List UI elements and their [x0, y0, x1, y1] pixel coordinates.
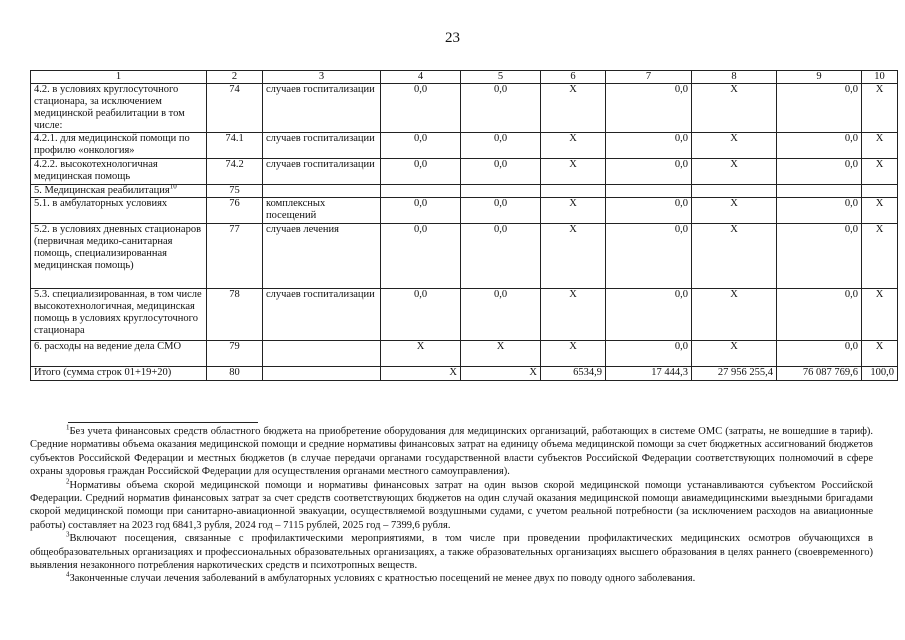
footnote-text: Без учета финансовых средств областного бюджета на приобретение оборудования для медицинских организаций, работающих в системе ОМС (затраты, не вошедшие в тариф). Средние нормативы объема оказания медицинской помощи и средние нормативы финансовых затрат на единицу объема медицинской помощи за счет бюджетных ассигнований бюджетов субъектов Российской Федерации и местных бюджетов (в случае передачи органами государственной власти субъектов Российской Федерации соответствующих полномочий в сфере охраны здоровья граждан Российской Федерации для осуществления органами местного самоуправления).: [30, 426, 873, 478]
value-cell-c4: 0,0: [381, 289, 461, 341]
row-code-cell: 76: [207, 198, 263, 224]
value-cell-c6: Х: [541, 224, 606, 289]
value-cell-c6: Х: [541, 289, 606, 341]
value-cell-c7: 0,0: [606, 159, 692, 185]
footnote-mark: 3: [66, 530, 70, 539]
value-cell-c7: 0,0: [606, 198, 692, 224]
row-unit-cell: комплексных посещений: [263, 198, 381, 224]
value-cell-c6: Х: [541, 159, 606, 185]
value-cell-c7: 0,0: [606, 133, 692, 159]
row-unit-cell: [263, 341, 381, 367]
footnote: [30, 425, 873, 479]
row-code-cell: 79: [207, 341, 263, 367]
header-cell: 8: [692, 71, 777, 84]
row-name-cell: [31, 198, 207, 224]
value-cell-c7: 17 444,3: [606, 367, 692, 381]
table-row: [31, 185, 898, 198]
value-cell-c4: 0,0: [381, 198, 461, 224]
row-name-cell: [31, 159, 207, 185]
table-header-row: [31, 71, 898, 84]
value-cell-c10: Х: [862, 84, 898, 133]
row-code-cell: 77: [207, 224, 263, 289]
footnote-mark: 4: [66, 570, 70, 579]
value-cell-c6: Х: [541, 84, 606, 133]
value-cell-c7: [606, 185, 692, 198]
row-unit-cell: случаев госпитализации: [263, 289, 381, 341]
header-cell: 3: [263, 71, 381, 84]
value-cell-c8: [692, 185, 777, 198]
row-code-cell: 75: [207, 185, 263, 198]
footnote-mark: 1: [66, 423, 70, 432]
value-cell-c6: Х: [541, 341, 606, 367]
value-cell-c5: 0,0: [461, 198, 541, 224]
footnote-text: Включают посещения, связанные с профилактическими мероприятиями, в том числе при проведении профилактических медицинских осмотров обучающихся в общеобразовательных организациях и профессиональных образовательных организациях, а также образовательных организациях высшего образования в целях раннего (своевременного) выявления незаконного потребления наркотических средств и психотропных веществ.: [30, 533, 873, 572]
value-cell-c8: Х: [692, 84, 777, 133]
value-cell-c10: Х: [862, 159, 898, 185]
value-cell-c5: 0,0: [461, 224, 541, 289]
page-number: 23: [445, 30, 460, 46]
value-cell-c5: 0,0: [461, 133, 541, 159]
value-cell-c9: 0,0: [777, 198, 862, 224]
value-cell-c5: 0,0: [461, 84, 541, 133]
row-name-cell: [31, 367, 207, 381]
header-cell: 4: [381, 71, 461, 84]
row-code-cell: 78: [207, 289, 263, 341]
table-row: [31, 198, 898, 224]
value-cell-c5: Х: [461, 341, 541, 367]
row-name-cell: [31, 133, 207, 159]
row-name: 5. Медицинская реабилитация: [34, 185, 170, 196]
header-cell: 1: [31, 71, 207, 84]
row-unit-cell: [263, 367, 381, 381]
value-cell-c9: 0,0: [777, 224, 862, 289]
footnote-text: Нормативы объема скорой медицинской помощи и нормативы финансовых затрат на один вызов скорой медицинской помощи устанавливаются субъектом Российской Федерации. Средний норматив финансовых затрат за счет средств соответствующих бюджетов на один случай оказания медицинской помощи авиамедицинскими выездными бригадами скорой медицинской помощи при санитарно-авиационной эвакуации, осуществляемой воздушными судами, с учетом реальной потребности (за исключением расходов на авиационные работы) составляет на 2023 год 6841,3 рубля, 2024 год – 7115 рублей, 2025 год – 7399,6 рубля.: [30, 479, 873, 531]
header-cell: 5: [461, 71, 541, 84]
header-cell: 9: [777, 71, 862, 84]
value-cell-c9: 0,0: [777, 289, 862, 341]
value-cell-c6: 6534,9: [541, 367, 606, 381]
header-cell: 10: [862, 71, 898, 84]
row-unit-cell: [263, 185, 381, 198]
value-cell-c4: Х: [381, 367, 461, 381]
value-cell-c8: Х: [692, 289, 777, 341]
value-cell-c5: Х: [461, 367, 541, 381]
footnote-text: Законченные случаи лечения заболеваний в амбулаторных условиях с кратностью посещений не менее двух по поводу одного заболевания.: [69, 573, 696, 585]
row-unit-cell: случаев госпитализации: [263, 133, 381, 159]
value-cell-c5: 0,0: [461, 289, 541, 341]
value-cell-c10: Х: [862, 198, 898, 224]
row-unit-cell: случаев госпитализации: [263, 84, 381, 133]
value-cell-c4: 0,0: [381, 159, 461, 185]
value-cell-c7: 0,0: [606, 289, 692, 341]
row-name: 5.1. в амбулаторных условиях: [34, 198, 168, 209]
row-name-cell: [31, 224, 207, 289]
row-unit-cell: случаев госпитализации: [263, 159, 381, 185]
value-cell-c9: 0,0: [777, 341, 862, 367]
value-cell-c7: 0,0: [606, 224, 692, 289]
value-cell-c5: 0,0: [461, 159, 541, 185]
value-cell-c6: Х: [541, 198, 606, 224]
footnotes: [30, 425, 873, 586]
value-cell-c10: Х: [862, 133, 898, 159]
table-row: [31, 367, 898, 381]
value-cell-c4: 0,0: [381, 133, 461, 159]
value-cell-c8: Х: [692, 341, 777, 367]
header-cell: 6: [541, 71, 606, 84]
value-cell-c8: 27 956 255,4: [692, 367, 777, 381]
table-row: [31, 84, 898, 133]
row-name: 5.2. в условиях дневных стационаров (первичная медико-санитарная помощь, специализированная медицинская помощь): [34, 224, 202, 271]
value-cell-c10: Х: [862, 289, 898, 341]
footnote-ref: 10: [169, 184, 177, 191]
value-cell-c7: 0,0: [606, 84, 692, 133]
row-name-cell: [31, 289, 207, 341]
row-name: 5.3. специализированная, в том числе высокотехнологичная, медицинская помощь в условиях круглосуточного стационара: [34, 289, 202, 336]
value-cell-c9: 0,0: [777, 159, 862, 185]
footnote-mark: 2: [66, 477, 70, 486]
value-cell-c9: 76 087 769,6: [777, 367, 862, 381]
value-cell-c8: Х: [692, 159, 777, 185]
row-name-cell: [31, 185, 207, 198]
value-cell-c4: Х: [381, 341, 461, 367]
row-name: Итого (сумма строк 01+19+20): [34, 367, 172, 378]
row-name-cell: [31, 84, 207, 133]
value-cell-c4: 0,0: [381, 84, 461, 133]
table-row: [31, 224, 898, 289]
table-row: [31, 133, 898, 159]
row-code-cell: 80: [207, 367, 263, 381]
value-cell-c9: 0,0: [777, 133, 862, 159]
value-cell-c10: 100,0: [862, 367, 898, 381]
value-cell-c10: Х: [862, 341, 898, 367]
table-row: [31, 159, 898, 185]
row-code-cell: 74.1: [207, 133, 263, 159]
header-cell: 7: [606, 71, 692, 84]
value-cell-c10: Х: [862, 224, 898, 289]
value-cell-c6: [541, 185, 606, 198]
footnote-divider: [68, 422, 258, 423]
row-unit-cell: случаев лечения: [263, 224, 381, 289]
value-cell-c4: 0,0: [381, 224, 461, 289]
header-cell: 2: [207, 71, 263, 84]
value-cell-c9: [777, 185, 862, 198]
value-cell-c8: Х: [692, 224, 777, 289]
row-name: 4.2. в условиях круглосуточного стационара, за исключением медицинской реабилитации в том числе:: [34, 84, 185, 131]
row-name: 4.2.1. для медицинской помощи по профилю «онкология»: [34, 133, 190, 156]
value-cell-c7: 0,0: [606, 341, 692, 367]
row-name: 6. расходы на ведение дела СМО: [34, 341, 182, 352]
row-name: 4.2.2. высокотехнологичная медицинская помощь: [34, 159, 158, 182]
row-name-cell: [31, 341, 207, 367]
value-cell-c6: Х: [541, 133, 606, 159]
value-cell-c10: [862, 185, 898, 198]
footnote: [30, 479, 873, 533]
table-row: [31, 341, 898, 367]
data-table: [30, 70, 898, 381]
footnote: [30, 532, 873, 572]
value-cell-c8: Х: [692, 133, 777, 159]
value-cell-c8: Х: [692, 198, 777, 224]
table-row: [31, 289, 898, 341]
value-cell-c5: [461, 185, 541, 198]
row-code-cell: 74: [207, 84, 263, 133]
value-cell-c4: [381, 185, 461, 198]
footnote: [30, 572, 873, 585]
row-code-cell: 74.2: [207, 159, 263, 185]
value-cell-c9: 0,0: [777, 84, 862, 133]
